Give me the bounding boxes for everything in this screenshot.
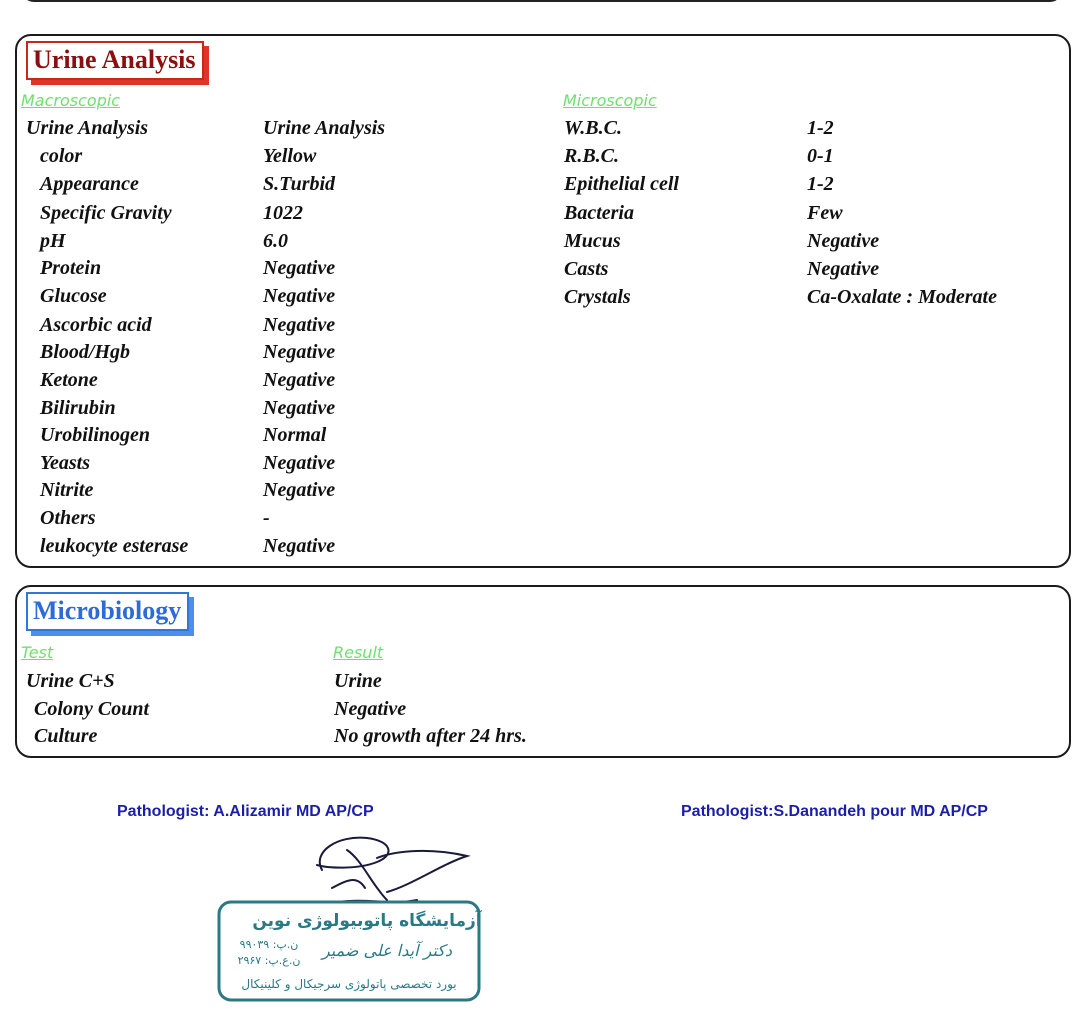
result-heading: Result <box>333 643 384 662</box>
macroscopic-value: Urine Analysis <box>263 117 386 139</box>
microscopic-heading: Microscopic <box>563 91 657 110</box>
macroscopic-value: Negative <box>263 452 336 474</box>
microscopic-label: R.B.C. <box>564 145 620 167</box>
macroscopic-label: Appearance <box>40 173 139 195</box>
urine-analysis-panel <box>15 34 1071 568</box>
macroscopic-label: Ascorbic acid <box>40 314 152 336</box>
macroscopic-label: Nitrite <box>40 479 94 501</box>
macroscopic-value: Negative <box>263 479 336 501</box>
stamp-line3: بورد تخصصی پاتولوژی سرجیکال و کلینیکال <box>241 977 457 991</box>
macroscopic-value: Negative <box>263 397 336 419</box>
macroscopic-label: Blood/Hgb <box>40 341 131 363</box>
microscopic-value: Negative <box>807 258 880 280</box>
macroscopic-label: Others <box>40 507 96 529</box>
macroscopic-value: 6.0 <box>263 230 288 252</box>
pathologist-left: Pathologist: A.Alizamir MD AP/CP <box>117 803 374 820</box>
macroscopic-label: pH <box>40 230 66 252</box>
macroscopic-value: Normal <box>263 424 327 446</box>
macroscopic-heading: Macroscopic <box>21 91 121 110</box>
microscopic-value: 1-2 <box>807 173 834 195</box>
microscopic-label: Crystals <box>564 286 631 308</box>
macroscopic-label: leukocyte esterase <box>40 535 189 557</box>
microbiology-label: Colony Count <box>34 698 150 720</box>
microbiology-label: Urine C+S <box>26 670 115 692</box>
macroscopic-value: Negative <box>263 314 336 336</box>
macroscopic-label: Urine Analysis <box>26 117 149 139</box>
stamp-code1: ن.پ: ۹۹۰۳۹ <box>239 938 299 951</box>
macroscopic-value: Negative <box>263 257 336 279</box>
microscopic-value: 0-1 <box>807 145 834 167</box>
pathologist-right: Pathologist:S.Danandeh pour MD AP/CP <box>681 803 988 820</box>
microscopic-label: Casts <box>564 258 609 280</box>
microscopic-label: Mucus <box>564 230 621 252</box>
macroscopic-value: Yellow <box>263 145 317 167</box>
microbiology-value: Urine <box>334 670 382 692</box>
macroscopic-label: Urobilinogen <box>40 424 151 446</box>
microscopic-value: 1-2 <box>807 117 834 139</box>
macroscopic-value: 1022 <box>263 202 303 224</box>
microbiology-panel <box>15 585 1071 758</box>
stamp-line1: آزمایشگاه پاتوبیولوژی نوین <box>252 911 482 931</box>
macroscopic-value: Negative <box>263 535 336 557</box>
macroscopic-value: - <box>263 507 270 529</box>
microscopic-value: Few <box>807 202 843 224</box>
top-rule <box>22 0 1062 2</box>
macroscopic-label: Yeasts <box>40 452 90 474</box>
macroscopic-value: Negative <box>263 369 336 391</box>
signature <box>317 838 467 902</box>
macroscopic-label: Protein <box>40 257 102 279</box>
macroscopic-value: Negative <box>263 341 336 363</box>
microscopic-value: Negative <box>807 230 880 252</box>
macroscopic-value: Negative <box>263 285 336 307</box>
microscopic-label: Bacteria <box>564 202 634 224</box>
microbiology-value: No growth after 24 hrs. <box>334 725 527 747</box>
microscopic-value: Ca-Oxalate : Moderate <box>807 286 997 308</box>
macroscopic-label: Glucose <box>40 285 107 307</box>
microbiology-title: Microbiology <box>26 592 189 631</box>
test-heading: Test <box>21 643 54 662</box>
macroscopic-label: Bilirubin <box>40 397 116 419</box>
macroscopic-label: Specific Gravity <box>40 202 172 224</box>
microscopic-label: W.B.C. <box>564 117 622 139</box>
stamp-line2: دکتر آیدا علی ضمیر <box>321 941 453 960</box>
macroscopic-label: color <box>40 145 83 167</box>
microscopic-label: Epithelial cell <box>564 173 679 195</box>
microbiology-label: Culture <box>34 725 98 747</box>
lab-stamp <box>217 830 487 1006</box>
macroscopic-label: Ketone <box>40 369 98 391</box>
macroscopic-value: S.Turbid <box>263 173 336 195</box>
stamp-code2: ن.ع.پ: ۲۹۶۷ <box>237 954 301 967</box>
urine-analysis-title: Urine Analysis <box>26 41 204 80</box>
microbiology-value: Negative <box>334 698 407 720</box>
